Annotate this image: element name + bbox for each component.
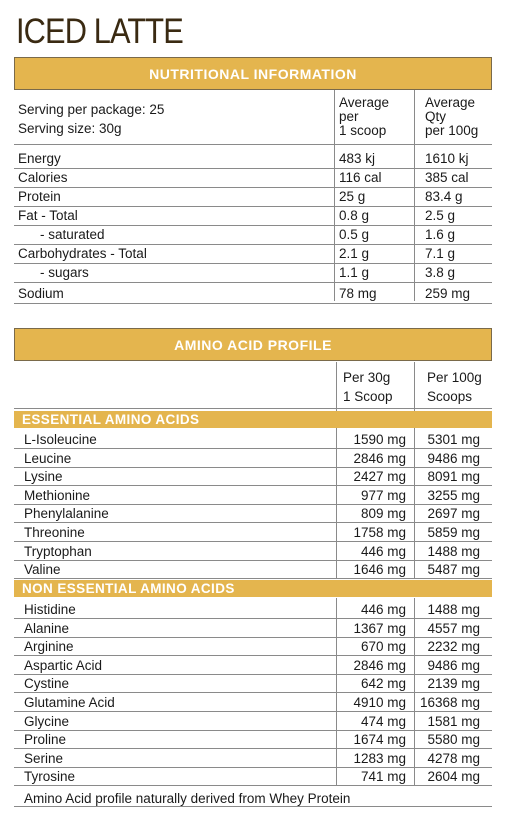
nutrition-row-label: Sodium xyxy=(18,286,64,301)
amino-row-per-100g: 5301 mg xyxy=(427,432,480,447)
amino-row-label: Aspartic Acid xyxy=(24,657,103,673)
col1-header-line: per xyxy=(339,109,359,124)
amino-row-label: Threonine xyxy=(24,525,85,540)
amino-row-label: Methionine xyxy=(24,487,91,503)
nutrition-row-per-100g: 7.1 g xyxy=(425,246,456,261)
amino-row-per-scoop: 977 mg xyxy=(360,487,406,503)
nutrition-row-per-100g: 259 mg xyxy=(425,286,471,301)
amino-row-label: Valine xyxy=(24,562,61,578)
amino-row-per-scoop: 809 mg xyxy=(360,506,406,522)
nutrition-row-per-scoop: 1.1 g xyxy=(339,265,370,280)
col1-header-line: 1 scoop xyxy=(339,123,387,138)
footnote-rule xyxy=(14,806,492,807)
nutrition-row-per-scoop: 0.5 g xyxy=(339,227,370,242)
amino-row-per-100g: 4278 mg xyxy=(427,750,480,766)
product-title: ICED LATTE xyxy=(16,12,183,51)
nutrition-row-label: - sugars xyxy=(40,265,89,280)
amino-col1-header xyxy=(343,368,393,406)
serving-package: Serving per package: 25 xyxy=(18,102,165,117)
amino-row-per-scoop: 670 mg xyxy=(360,639,406,655)
nutrition-row-label: Energy xyxy=(18,151,61,166)
amino-row-per-100g: 1581 mg xyxy=(427,713,480,729)
amino-row-per-100g: 4557 mg xyxy=(427,620,480,636)
nutrition-row-per-scoop: 25 g xyxy=(339,189,366,204)
amino-row-per-scoop: 2427 mg xyxy=(353,469,406,485)
amino-row-per-100g: 16368 mg xyxy=(419,695,480,710)
nutrition-row-per-100g: 1.6 g xyxy=(425,227,456,242)
amino-row-label: Tryptophan xyxy=(24,543,92,559)
nutrition-row-label: - saturated xyxy=(40,227,105,242)
nutrition-row-per-scoop: 0.8 g xyxy=(339,208,370,223)
amino-row-per-scoop: 1758 mg xyxy=(353,525,406,540)
nutrition-row-label: Calories xyxy=(18,170,68,185)
amino-row-per-scoop: 642 mg xyxy=(360,676,406,692)
amino-row-per-100g: 1488 mg xyxy=(427,602,480,617)
nutrition-row-per-100g: 3.8 g xyxy=(425,265,456,280)
nutrition-row-label: Carbohydrates - Total xyxy=(18,246,147,261)
amino-col1-line: Per 30g xyxy=(343,370,391,385)
nutrition-row-per-100g: 1610 kj xyxy=(425,151,469,166)
essential-section-title: ESSENTIAL AMINO ACIDS xyxy=(14,411,492,428)
amino-row-per-100g: 1488 mg xyxy=(427,543,480,559)
amino-row-per-100g: 2697 mg xyxy=(427,506,480,522)
amino-row-label: Histidine xyxy=(24,602,76,617)
amino-row-per-scoop: 1646 mg xyxy=(353,562,406,578)
amino-row-per-100g: 9486 mg xyxy=(427,450,480,466)
nonessential-section-title: NON ESSENTIAL AMINO ACIDS xyxy=(14,580,492,597)
amino-row-per-scoop: 446 mg xyxy=(360,602,406,617)
amino-row-label: Cystine xyxy=(24,676,70,692)
col1-header-line: Average xyxy=(339,95,390,110)
nutrition-row-per-scoop: 78 mg xyxy=(339,286,377,301)
amino-row-per-100g: 2232 mg xyxy=(427,639,480,655)
nutrition-row-per-scoop: 483 kj xyxy=(339,151,376,166)
amino-footnote: Amino Acid profile naturally derived from Whey Protein xyxy=(24,791,351,806)
nutrition-col2-header xyxy=(425,96,478,138)
amino-row-label: Arginine xyxy=(24,639,74,655)
amino-col2-line: Per 100g xyxy=(427,370,482,385)
nutrition-divider xyxy=(334,90,335,301)
nutrition-col1-header xyxy=(339,96,389,138)
row-rule xyxy=(14,144,492,145)
amino-row-label: L-Isoleucine xyxy=(24,432,97,447)
amino-row-per-100g: 9486 mg xyxy=(427,657,480,673)
col2-header-line: Qty xyxy=(425,109,447,124)
amino-col1-line: 1 Scoop xyxy=(343,389,393,404)
row-rule xyxy=(14,282,492,283)
amino-row-label: Serine xyxy=(24,750,64,766)
amino-row-per-scoop: 446 mg xyxy=(360,543,406,559)
amino-row-per-100g: 2139 mg xyxy=(427,676,480,692)
row-rule xyxy=(14,303,492,304)
row-rule xyxy=(14,206,492,207)
nutrition-row-per-scoop: 116 cal xyxy=(339,170,382,185)
nutrition-row-per-scoop: 2.1 g xyxy=(339,246,370,261)
amino-row-per-100g: 8091 mg xyxy=(427,469,480,485)
amino-row-label: Tyrosine xyxy=(24,769,76,785)
nutrition-row-label: Protein xyxy=(18,189,61,204)
amino-row-per-100g: 5580 mg xyxy=(427,732,480,748)
amino-row-per-scoop: 1590 mg xyxy=(353,432,406,447)
nutrition-row-per-100g: 2.5 g xyxy=(425,208,456,223)
row-rule xyxy=(14,168,492,169)
nutrition-row-per-100g: 83.4 g xyxy=(425,189,463,204)
amino-row-per-100g: 2604 mg xyxy=(427,769,480,785)
amino-row-per-scoop: 2846 mg xyxy=(353,450,406,466)
nutrition-header: NUTRITIONAL INFORMATION xyxy=(14,57,492,90)
amino-col2-line: Scoops xyxy=(427,389,473,404)
serving-size: Serving size: 30g xyxy=(18,121,122,136)
amino-row-per-scoop: 4910 mg xyxy=(353,695,406,710)
row-rule xyxy=(14,408,492,409)
amino-row-per-scoop: 1283 mg xyxy=(353,750,406,766)
nutrition-divider xyxy=(414,90,415,301)
amino-row-per-100g: 3255 mg xyxy=(427,487,480,503)
amino-row-label: Phenylalanine xyxy=(24,506,109,522)
amino-row-label: Proline xyxy=(24,732,67,748)
amino-row-label: Leucine xyxy=(24,450,72,466)
amino-header: AMINO ACID PROFILE xyxy=(14,328,492,361)
amino-row-per-scoop: 474 mg xyxy=(360,713,406,729)
amino-row-label: Lysine xyxy=(24,469,63,485)
amino-row-per-scoop: 741 mg xyxy=(360,769,406,785)
row-rule xyxy=(14,785,492,786)
col2-header-line: per 100g xyxy=(425,123,479,138)
nutrition-row-per-100g: 385 cal xyxy=(425,170,469,185)
amino-row-per-100g: 5859 mg xyxy=(427,525,480,540)
amino-row-per-100g: 5487 mg xyxy=(427,562,480,578)
amino-row-label: Alanine xyxy=(24,620,70,636)
row-rule xyxy=(14,187,492,188)
amino-row-per-scoop: 1367 mg xyxy=(353,620,406,636)
col2-header-line: Average xyxy=(425,95,476,110)
amino-row-per-scoop: 2846 mg xyxy=(353,657,406,673)
amino-row-per-scoop: 1674 mg xyxy=(353,732,406,748)
nutrition-row-label: Fat - Total xyxy=(18,208,78,223)
amino-col2-header xyxy=(427,368,482,406)
amino-row-label: Glutamine Acid xyxy=(24,695,115,710)
row-rule xyxy=(14,578,492,579)
amino-row-label: Glycine xyxy=(24,713,70,729)
